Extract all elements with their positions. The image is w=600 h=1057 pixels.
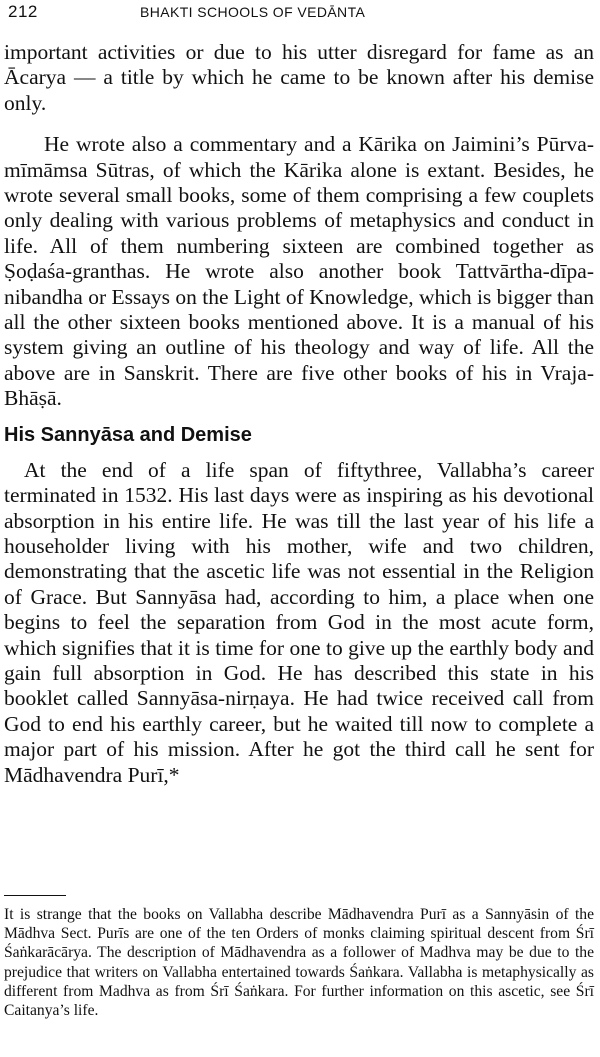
footnote-rule xyxy=(4,895,66,896)
running-title: BHAKTI SCHOOLS OF VEDĀNTA xyxy=(140,4,366,20)
section-heading: His Sannyāsa and Demise xyxy=(4,423,252,446)
page-number: 212 xyxy=(8,2,38,21)
body-text xyxy=(4,40,594,788)
paragraph-works: He wrote also a commentary and a Kārika on Jaimini’s Pūrva-mīmāmsa Sūtras, of which the Kārika alone is extant. Besides, he wrote several small books, some of them comprising a few couplets only dealing with various problems of metaphysics and conduct in life. All of them numbering sixteen are combined together as Ṣoḍaśa-granthas. He wrote also another book Tattvārtha-dīpa-nibandha or Essays on the Light of Knowledge, which is bigger than all the other sixteen books mentioned above. It is a manual of his system giving an outline of his theology and way of life. All the above are in Sanskrit. There are five other books of his in Vraja-Bhāṣā. xyxy=(4,132,594,411)
footnote: It is strange that the books on Vallabha describe Mādhavendra Purī as a Sannyāsin of the Mādhva Sect. Purīs are one of the ten Orders of monks claiming spiritual descent from Śrī Śaṅkarācārya. The description of Mādhavendra as a follower of Madhva may be due to the prejudice that writers on Vallabha entertained towards Śaṅkara. Vallabha is metaphysically as different from Madhva as from Śrī Śaṅkara. For further information on this ascetic, see Śrī Caitanya’s life. xyxy=(4,906,594,1020)
running-head xyxy=(8,2,598,28)
paragraph-continued: important activities or due to his utter disregard for fame as an Ācarya — a title by which he came to be known after his demise only. xyxy=(4,40,594,115)
paragraph-sannyasa: At the end of a life span of fiftythree, Vallabha’s career terminated in 1532. His last days were as inspiring as his devotional absorption in his entire life. He was till the last year of his life a householder living with his mother, wife and two children, demonstrating that the ascetic life was not essential in the Religion of Grace. But Sannyāsa had, according to him, a place when one begins to feel the separation from God in the most acute form, which signifies that it is time for one to give up the earthly body and gain full absorption in God. He has described this state in his booklet called Sannyāsa-nirṇaya. He had twice received call from God to end his earthly career, but he waited till now to complete a major part of his mission. After he got the third call he sent for Mādhavendra Purī,* xyxy=(4,457,594,787)
